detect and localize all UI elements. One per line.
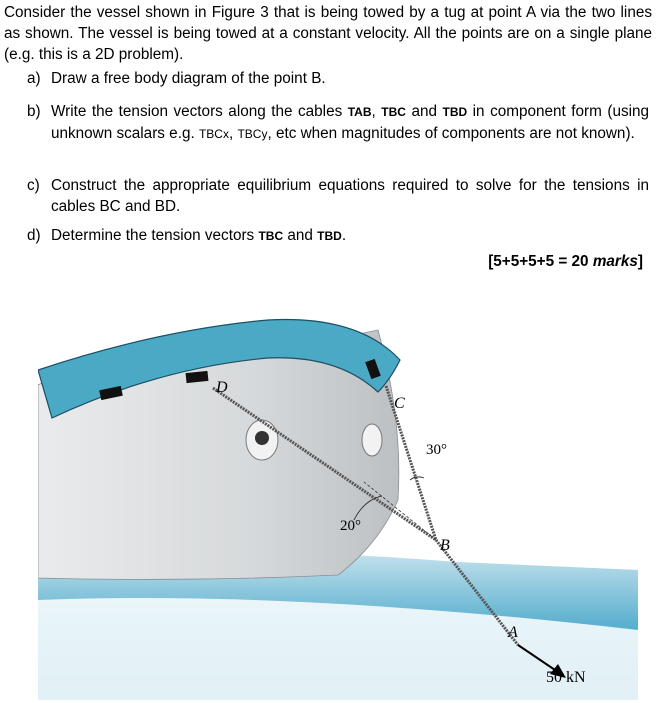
problem-statement: Consider the vessel shown in Figure 3 that is being towed by a tug at point A via the two lines as shown. The vessel is being towed at a constant velocity. All the points are on a single plane (e.g. this is a 2D problem). (4, 4, 652, 63)
question-a-text: Draw a free body diagram of the point B. (51, 70, 326, 87)
separator: , (228, 125, 238, 142)
question-c-label: c) (27, 177, 40, 194)
vector-tbd: TBD (317, 229, 342, 243)
anchor-icon (255, 431, 269, 445)
label-point-d: D (216, 379, 228, 396)
vector-tab: TAB (347, 105, 372, 119)
marks-allocation (488, 253, 643, 271)
question-b-text (51, 101, 649, 145)
separator: and (405, 103, 443, 120)
separator: and (283, 227, 318, 244)
separator: , (371, 103, 382, 120)
question-b-text-2: in component form (using unknown scalars e.g. (51, 103, 650, 142)
question-d-text-2: . (341, 227, 347, 244)
marks-sum: [5+5+5+5 = 20 (488, 253, 593, 270)
question-c-text: Construct the appropriate equilibrium equations required to solve for the tensions in cables BC and BD. (51, 177, 649, 215)
label-point-c: C (394, 395, 405, 412)
vector-tbd: TBD (442, 105, 468, 119)
marks-close: ] (637, 253, 643, 270)
scalar-tbcx: TBCx (198, 127, 229, 141)
towing-figure (38, 300, 638, 700)
label-point-a: A (508, 624, 518, 641)
anchor-fitting (362, 424, 382, 456)
vector-tbc: TBC (258, 229, 284, 243)
question-d-text-1: Determine the tension vectors (51, 227, 259, 244)
question-d-text (51, 225, 649, 247)
question-b-text-1: Write the tension vectors along the cables (51, 103, 348, 120)
label-angle-30: 30° (426, 442, 447, 458)
label-point-b: B (440, 537, 450, 554)
marks-word: marks (592, 253, 638, 270)
question-b-label: b) (27, 103, 41, 120)
question-b-text-3: , etc when magnitudes of components are not known). (267, 125, 635, 142)
label-angle-20: 20° (340, 518, 361, 534)
question-d-label: d) (27, 227, 41, 244)
vector-tbc: TBC (381, 105, 406, 119)
label-force: 50 kN (546, 669, 586, 686)
scalar-tbcy: TBCy (237, 127, 268, 141)
question-a-label: a) (27, 70, 41, 87)
